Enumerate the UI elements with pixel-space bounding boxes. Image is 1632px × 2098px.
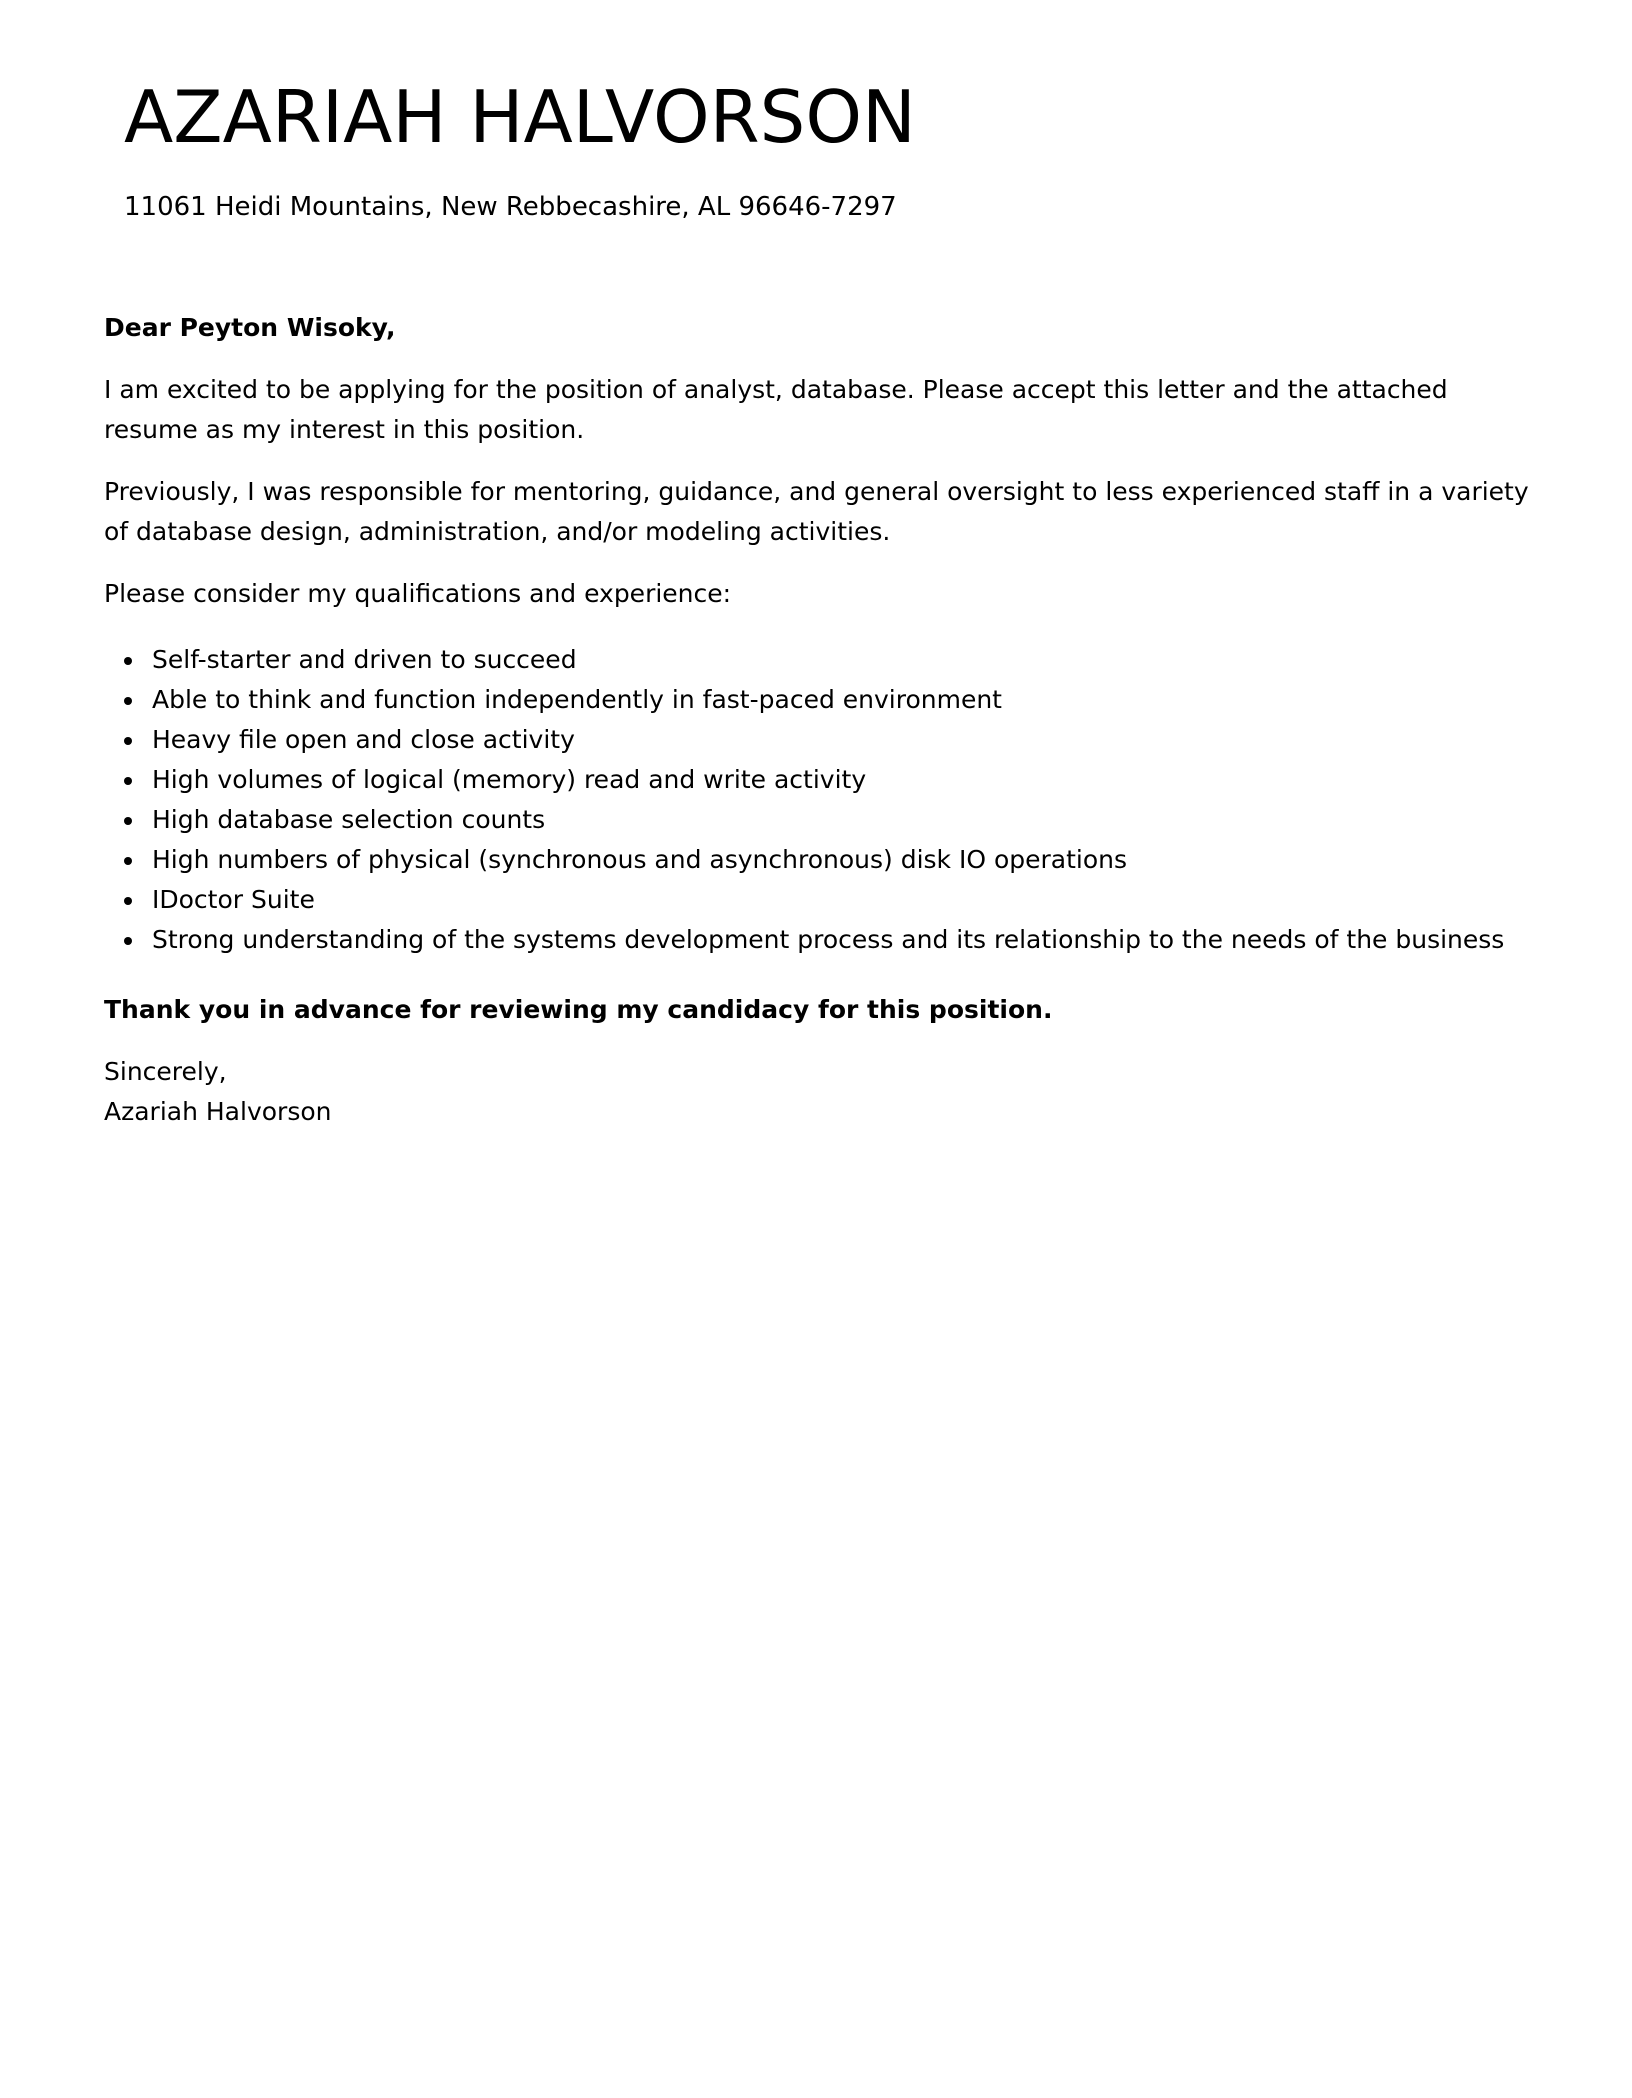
list-item xyxy=(152,760,1544,800)
bullet-icon xyxy=(124,937,132,945)
list-item xyxy=(152,880,1544,920)
list-item xyxy=(152,720,1544,760)
list-item-text: Heavy file open and close activity xyxy=(152,725,575,754)
list-item xyxy=(152,680,1544,720)
list-item-text: High volumes of logical (memory) read and write activity xyxy=(152,765,867,794)
bullet-icon xyxy=(124,697,132,705)
list-item xyxy=(152,800,1544,840)
bullet-icon xyxy=(124,737,132,745)
closing-statement: Thank you in advance for reviewing my candidacy for this position. xyxy=(104,995,1053,1024)
signoff: Sincerely, xyxy=(104,1057,227,1086)
qualifications-list xyxy=(104,640,1544,960)
list-item-text: Self-starter and driven to succeed xyxy=(152,645,577,674)
bullet-icon xyxy=(124,777,132,785)
applicant-address: 11061 Heidi Mountains, New Rebbecashire, AL 96646-7297 xyxy=(124,192,897,222)
list-item-text: Able to think and function independently in fast-paced environment xyxy=(152,685,1002,714)
list-item-text: High database selection counts xyxy=(152,805,546,834)
salutation: Dear Peyton Wisoky, xyxy=(104,313,396,342)
experience-paragraph: Previously, I was responsible for mentoring, guidance, and general oversight to less experienced staff in a variety of database design, administration, and/or modeling activities. xyxy=(104,477,1529,546)
bullet-icon xyxy=(124,857,132,865)
list-item-text: Strong understanding of the systems development process and its relationship to the needs of the business xyxy=(152,925,1505,954)
letter-body xyxy=(104,308,1544,1132)
signature-name: Azariah Halvorson xyxy=(104,1097,332,1126)
letter-header xyxy=(124,70,1532,224)
list-item-text: IDoctor Suite xyxy=(152,885,315,914)
bullet-icon xyxy=(124,817,132,825)
bullet-icon xyxy=(124,657,132,665)
list-item xyxy=(152,920,1544,960)
list-item xyxy=(152,640,1544,680)
list-item xyxy=(152,840,1544,880)
qualifications-intro: Please consider my qualifications and experience: xyxy=(104,579,732,608)
list-item-text: High numbers of physical (synchronous and asynchronous) disk IO operations xyxy=(152,845,1128,874)
bullet-icon xyxy=(124,897,132,905)
intro-paragraph: I am excited to be applying for the position of analyst, database. Please accept this letter and the attached resume as my interest in this position. xyxy=(104,375,1448,444)
applicant-name: AZARIAH HALVORSON xyxy=(124,75,916,159)
